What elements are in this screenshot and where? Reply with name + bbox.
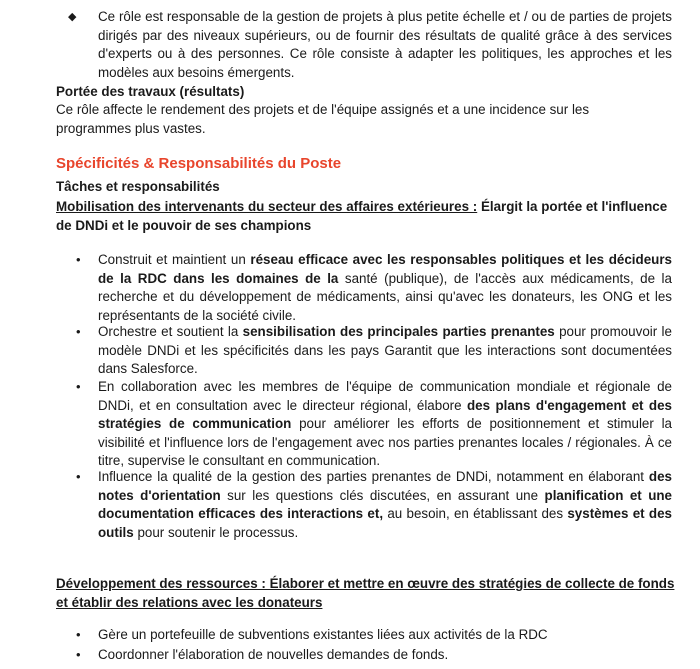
developpement-title-text: Développement des ressources : Élaborer et mettre en œuvre des stratégies de collecte de fonds et établir des relations avec les donateurs: [56, 576, 675, 610]
developpement-bullet-1: Gère un portefeuille de subventions existantes liées aux activités de la RDC: [98, 627, 548, 642]
text-segment: pour promouvoir le modèle DNDi et les spécificités dans les pays Garantit que les interactions sont documentées dans Salesforce.: [98, 324, 672, 376]
mobilisation-title-rest: Élargit la portée et l'influence de DNDi et le pouvoir de ses champions: [56, 199, 668, 233]
developpement-title: [56, 575, 680, 612]
portee-text: Ce rôle affecte le rendement des projets et de l'équipe assignés et a une incidence sur les programmes plus vastes.: [56, 102, 590, 136]
text-segment: sur les questions clés discutées, en assurant une: [220, 487, 545, 503]
text-segment: santé (publique), de l'accès aux médicaments, de la recherche et du développement de médicaments, ainsi qu'avec les donateurs, les ONG et les représentants de la société civile.: [98, 270, 672, 323]
mobilisation-bullet-4: [98, 468, 672, 542]
bullet-dot-icon: •: [76, 469, 81, 484]
developpement-bullet-2: Coordonner l'élaboration de nouvelles demandes de fonds.: [98, 647, 449, 662]
mobilisation-bullet-2: [98, 323, 672, 379]
bold-segment: des notes d'orientation: [98, 469, 672, 503]
section-heading: Spécificités & Responsabilités du Poste: [56, 155, 342, 172]
taches-title: Tâches et responsabilités: [56, 179, 220, 194]
text-segment: pour soutenir le processus.: [133, 524, 299, 540]
bullet-dot-icon: •: [76, 647, 81, 662]
bullet-dot-icon: •: [76, 627, 81, 642]
bullet-dot-icon: •: [76, 324, 81, 339]
text-segment: Orchestre et soutient la: [98, 324, 243, 339]
mobilisation-title: [56, 198, 680, 235]
text-segment: Influence la qualité de la gestion des parties prenantes de DNDi, notamment en élaborant: [98, 469, 649, 484]
text-segment: pour améliorer les efforts de positionnement et stimuler la visibilité et l'influence lors de l'engagement avec nos parties prenantes locales / régionales. À ce titre, supervise le consultant en communication.: [98, 416, 672, 468]
bullet-dot-icon: •: [76, 379, 81, 394]
bold-segment: des plans d'engagement et des stratégies de communication: [98, 397, 672, 431]
bold-segment: systèmes et des outils: [98, 506, 672, 540]
bullet-dot-icon: •: [76, 252, 81, 267]
mobilisation-bullet-1: [98, 251, 672, 325]
bold-segment: réseau efficace avec les responsables politiques et les décideurs de la RDC dans les domaines de la: [98, 252, 672, 286]
text-segment: En collaboration avec les membres de l'équipe de communication mondiale et régionale de DNDi, et en consultation avec le directeur régional, élabore: [98, 379, 672, 413]
mobilisation-title-underlined: Mobilisation des intervenants du secteur des affaires extérieures :: [56, 199, 478, 214]
portee-title: Portée des travaux (résultats): [56, 84, 245, 99]
diamond-bullet-icon: ◆: [68, 11, 77, 23]
intro-bullet-text: Ce rôle est responsable de la gestion de projets à plus petite échelle et / ou de parties de projets dirigés par des niveaux supérieurs, ou de fournir des résultats de qualité grâce à des services d'experts ou à des personnes. Ce rôle consiste à adapter les politiques, les approches et les modèles aux besoins émergents.: [98, 9, 672, 80]
bold-segment: planification et une documentation efficaces des interactions et,: [98, 487, 673, 521]
text-segment: Construit et maintient un: [98, 252, 251, 267]
bold-segment: sensibilisation des principales parties prenantes: [242, 324, 555, 339]
mobilisation-bullet-3: [98, 378, 672, 471]
text-segment: au besoin, en établissant des: [383, 506, 568, 521]
